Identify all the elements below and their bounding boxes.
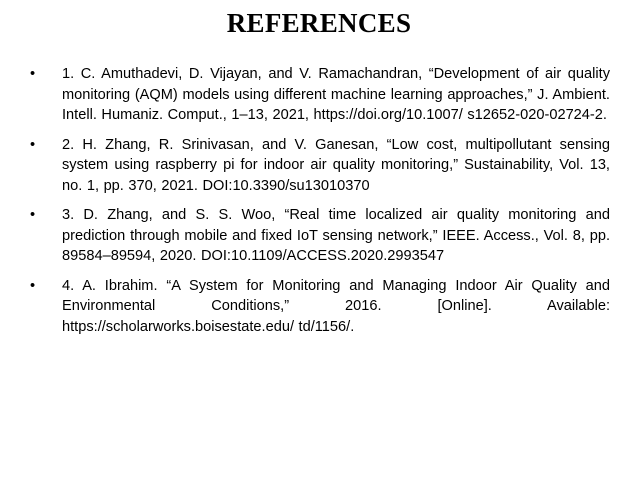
reference-item-4: [30, 276, 610, 338]
bullet-icon: •: [30, 66, 36, 82]
slide-title: REFERENCES: [226, 8, 412, 38]
reference-text: 3. D. Zhang, and S. S. Woo, “Real time localized air quality monitoring and prediction through mobile and fixed IoT sensing network,” IEEE. Access., Vol. 8, pp. 89584–89594, 2020. DOI:10.1109/ACCESS.2020.2993547: [62, 207, 610, 264]
reference-item-2: [30, 135, 610, 197]
reference-item-1: [30, 64, 610, 126]
reference-text: 1. C. Amuthadevi, D. Vijayan, and V. Ramachandran, “Development of air quality monitoring (AQM) models using different machine learning approaches,” J. Ambient. Intell. Humaniz. Comput., 1–13, 2021, https://doi.org/10.1007/ s12652-020-02724-2.: [62, 66, 610, 123]
reference-item-3: [30, 205, 610, 267]
references-list: [30, 64, 610, 346]
bullet-icon: •: [30, 136, 36, 153]
bullet-icon: •: [30, 277, 36, 294]
bullet-icon: •: [30, 207, 36, 223]
reference-text: 4. A. Ibrahim. “A System for Monitoring and Managing Indoor Air Quality and Environmental Conditions,” 2016. [Online]. Available: https://scholarworks.boisestate.edu/ td/1156/.: [62, 277, 610, 335]
reference-text: 2. H. Zhang, R. Srinivasan, and V. Ganesan, “Low cost, multipollutant sensing system using raspberry pi for indoor air quality monitoring,” Sustainability, Vol. 13, no. 1, pp. 370, 2021. DOI:10.3390/su13010370: [62, 136, 610, 194]
